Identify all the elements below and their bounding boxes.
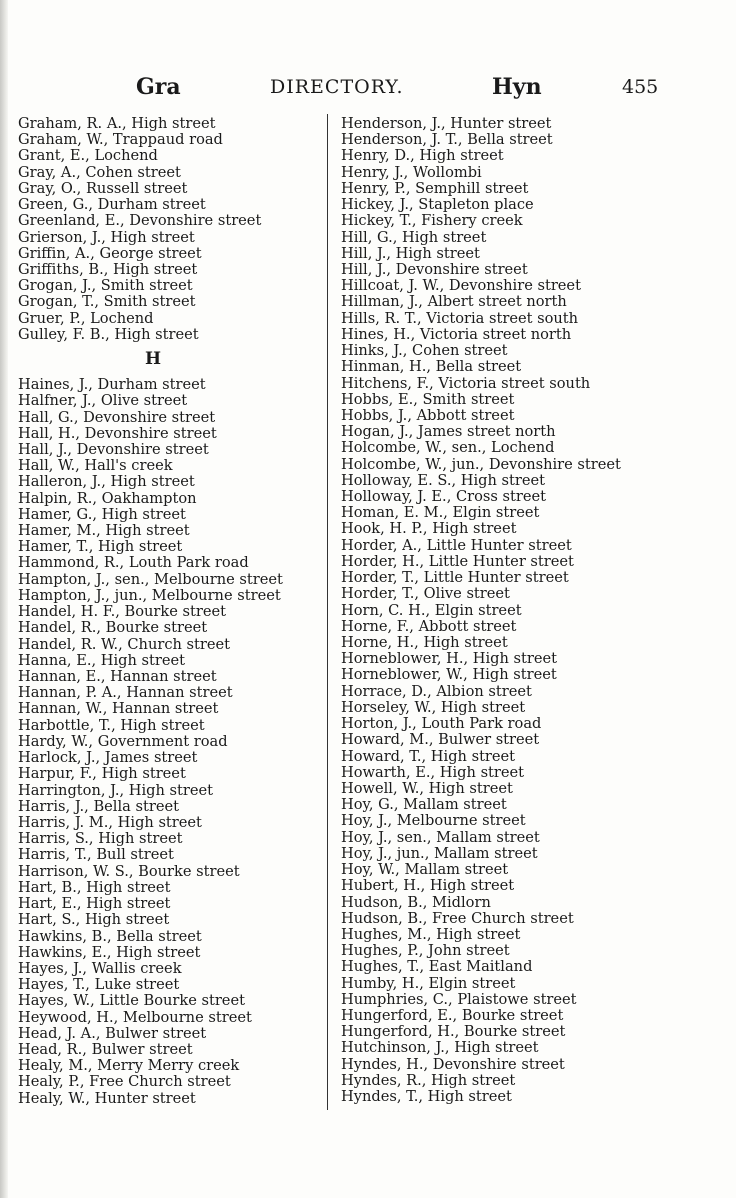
directory-entry: Hoy, W., Mallam street [341,861,509,879]
section-letter-h: H [144,349,162,370]
directory-entry: Horn, C. H., Elgin street [341,601,522,619]
directory-entry: Harbottle, T., High street [18,716,205,734]
directory-entry: Holcombe, W., jun., Devonshire street [341,455,621,473]
directory-entry: Henry, J., Wollombi [341,163,482,181]
directory-entry: Horton, J., Louth Park road [341,715,542,733]
directory-entry: Horneblower, H., High street [341,650,557,668]
directory-entry: Horrace, D., Albion street [341,682,532,700]
directory-entry: Griffin, A., George street [18,244,202,262]
directory-entry: Hoy, J., Melbourne street [341,812,526,830]
directory-entry: Hudson, B., Midlorn [341,893,491,911]
directory-entry: Harris, T., Bull street [18,846,174,864]
directory-entry: Grierson, J., High street [18,228,195,246]
directory-entry: Hyndes, H., Devonshire street [341,1055,565,1073]
directory-entry: Hanna, E., High street [18,651,186,669]
header-first-word: Gra [136,74,181,100]
page-number: 455 [622,76,659,98]
directory-entry: Halfner, J., Olive street [18,392,188,410]
directory-entry: Graham, W., Trappaud road [18,131,223,149]
directory-entry: Hungerford, H., Bourke street [341,1023,566,1041]
directory-entry: Hobbs, J., Abbott street [341,406,515,424]
directory-entry: Henry, D., High street [341,147,504,165]
directory-entry: Hall, W., Hall's creek [18,457,173,475]
directory-entry: Handel, R., Bourke street [18,619,208,637]
column-divider [327,114,328,1110]
directory-entry: Hoy, G., Mallam street [341,796,507,814]
directory-entry: Howarth, E., High street [341,763,525,781]
directory-entry: Hayes, W., Little Bourke street [18,992,245,1010]
directory-entry: Homan, E. M., Elgin street [341,504,540,522]
directory-entry: Hughes, P., John street [341,942,510,960]
directory-entry: Hines, H., Victoria street north [341,325,572,343]
directory-entry: Hyndes, R., High street [341,1071,516,1089]
directory-entry: Horder, A., Little Hunter street [341,536,572,554]
directory-entry: Healy, W., Hunter street [18,1089,196,1107]
directory-entry: Holloway, J. E., Cross street [341,488,546,506]
directory-entry: Hamer, G., High street [18,505,186,523]
directory-entry: Howell, W., High street [341,779,513,797]
directory-entry: Healy, P., Free Church street [18,1073,231,1091]
page-edge-shadow [0,0,8,1198]
directory-entry: Hogan, J., James street north [341,423,556,441]
directory-entry: Hamer, M., High street [18,522,190,540]
header-title: DIRECTORY. [270,76,404,98]
directory-entry: Grogan, J., Smith street [18,277,193,295]
directory-entry: Hinks, J., Cohen street [341,342,508,360]
directory-entry: Head, R., Bulwer street [18,1041,193,1059]
directory-entry: Healy, M., Merry Merry creek [18,1057,240,1075]
directory-entry: Griffiths, B., High street [18,260,198,278]
directory-entry: Hardy, W., Government road [18,732,228,750]
directory-entry: Hughes, M., High street [341,925,521,943]
directory-entry: Hamer, T., High street [18,538,183,556]
right-column [341,116,641,1105]
directory-entry: Hinman, H., Bella street [341,358,522,376]
directory-entry: Henderson, J. T., Bella street [341,131,553,149]
directory-entry: Horder, T., Olive street [341,585,510,603]
directory-entry: Horder, H., Little Hunter street [341,552,574,570]
directory-entry: Hitchens, F., Victoria street south [341,374,591,392]
directory-entry: Hyndes, T., High street [341,1088,512,1106]
directory-entry: Horseley, W., High street [341,698,526,716]
directory-entry: Hawkins, B., Bella street [18,927,202,945]
directory-entry: Horder, T., Little Hunter street [341,569,569,587]
directory-entry: Henry, P., Semphill street [341,179,529,197]
directory-entry: Hall, J., Devonshire street [18,440,209,458]
directory-entry: Hall, H., Devonshire street [18,424,217,442]
directory-entry: Gulley, F. B., High street [18,325,199,343]
directory-entry: Hill, J., High street [341,244,480,262]
directory-entry: Howard, M., Bulwer street [341,731,540,749]
directory-entry: Humby, H., Elgin street [341,974,516,992]
directory-entry: Grogan, T., Smith street [18,293,196,311]
directory-entry: Henderson, J., Hunter street [341,115,552,132]
directory-entry: Hughes, T., East Maitland [341,958,533,976]
directory-entry: Gray, O., Russell street [18,179,188,197]
header-last-word: Hyn [492,74,542,100]
directory-entry: Graham, R. A., High street [18,115,216,132]
directory-entry: Hills, R. T., Victoria street south [341,309,579,327]
directory-entry: Hobbs, E., Smith street [341,390,515,408]
directory-entry: Hubert, H., High street [341,877,515,895]
directory-entry: Hammond, R., Louth Park road [18,554,249,572]
directory-entry: Hannan, E., Hannan street [18,668,217,685]
directory-entry: Harris, J., Bella street [18,797,179,815]
directory-entry: Hungerford, E., Bourke street [341,1007,564,1025]
directory-entry: Hoy, J., jun., Mallam street [341,844,538,862]
directory-entry: Hart, S., High street [18,911,170,929]
directory-entry: Halleron, J., High street [18,473,195,491]
directory-entry: Gray, A., Cohen street [18,163,181,181]
directory-entry: Green, G., Durham street [18,196,206,214]
directory-entry: Hill, J., Devonshire street [341,260,528,278]
directory-entry: Horne, H., High street [341,634,508,651]
directory-entry: Hawkins, E., High street [18,943,201,961]
directory-entry: Hudson, B., Free Church street [341,909,574,927]
directory-entry: Hillman, J., Albert street north [341,293,567,311]
directory-entry: Humphries, C., Plaistowe street [341,990,577,1008]
directory-entry: Hutchinson, J., High street [341,1039,539,1057]
directory-entry: Hickey, T., Fishery creek [341,212,523,230]
directory-entry: Heywood, H., Melbourne street [18,1008,252,1026]
directory-entry: Hall, G., Devonshire street [18,408,216,426]
directory-entry: Handel, R. W., Church street [18,635,231,653]
entries-g [18,116,318,343]
directory-entry: Holcombe, W., sen., Lochend [341,439,555,457]
directory-entry: Hill, G., High street [341,228,487,246]
directory-entry: Harpur, F., High street [18,765,186,783]
directory-entry: Hayes, J., Wallis creek [18,959,182,977]
directory-entry: Holloway, E. S., High street [341,471,545,489]
directory-entry: Harrison, W. S., Bourke street [18,862,240,880]
directory-entry: Hampton, J., jun., Melbourne street [18,586,281,604]
directory-entry: Hannan, P. A., Hannan street [18,684,233,702]
directory-entry: Hart, E., High street [18,895,171,913]
directory-entry: Howard, T., High street [341,747,516,765]
directory-entry: Hampton, J., sen., Melbourne street [18,570,283,588]
directory-entry: Horneblower, W., High street [341,666,557,684]
entries-h-right [341,116,641,1105]
directory-entry: Hart, B., High street [18,878,171,896]
directory-entry: Hayes, T., Luke street [18,976,180,994]
directory-entry: Harris, S., High street [18,830,183,848]
directory-entry: Horne, F., Abbott street [341,617,517,635]
directory-entry: Hannan, W., Hannan street [18,700,219,718]
directory-entry: Gruer, P., Lochend [18,309,154,327]
directory-entry: Grant, E., Lochend [18,147,158,165]
directory-entry: Hoy, J., sen., Mallam street [341,828,540,846]
directory-entry: Hillcoat, J. W., Devonshire street [341,277,581,295]
directory-entry: Hook, H. P., High street [341,520,517,538]
directory-entry: Haines, J., Durham street [18,376,206,394]
directory-entry: Hickey, J., Stapleton place [341,196,534,214]
entries-h-left [18,377,318,1107]
directory-entry: Handel, H. F., Bourke street [18,603,226,621]
page-header [0,74,736,98]
left-column [18,116,318,1107]
directory-entry: Harlock, J., James street [18,749,198,767]
directory-entry: Greenland, E., Devonshire street [18,212,262,230]
directory-entry: Head, J. A., Bulwer street [18,1024,207,1042]
directory-entry: Harris, J. M., High street [18,813,202,831]
directory-entry: Harrington, J., High street [18,781,213,799]
directory-entry: Halpin, R., Oakhampton [18,489,197,507]
